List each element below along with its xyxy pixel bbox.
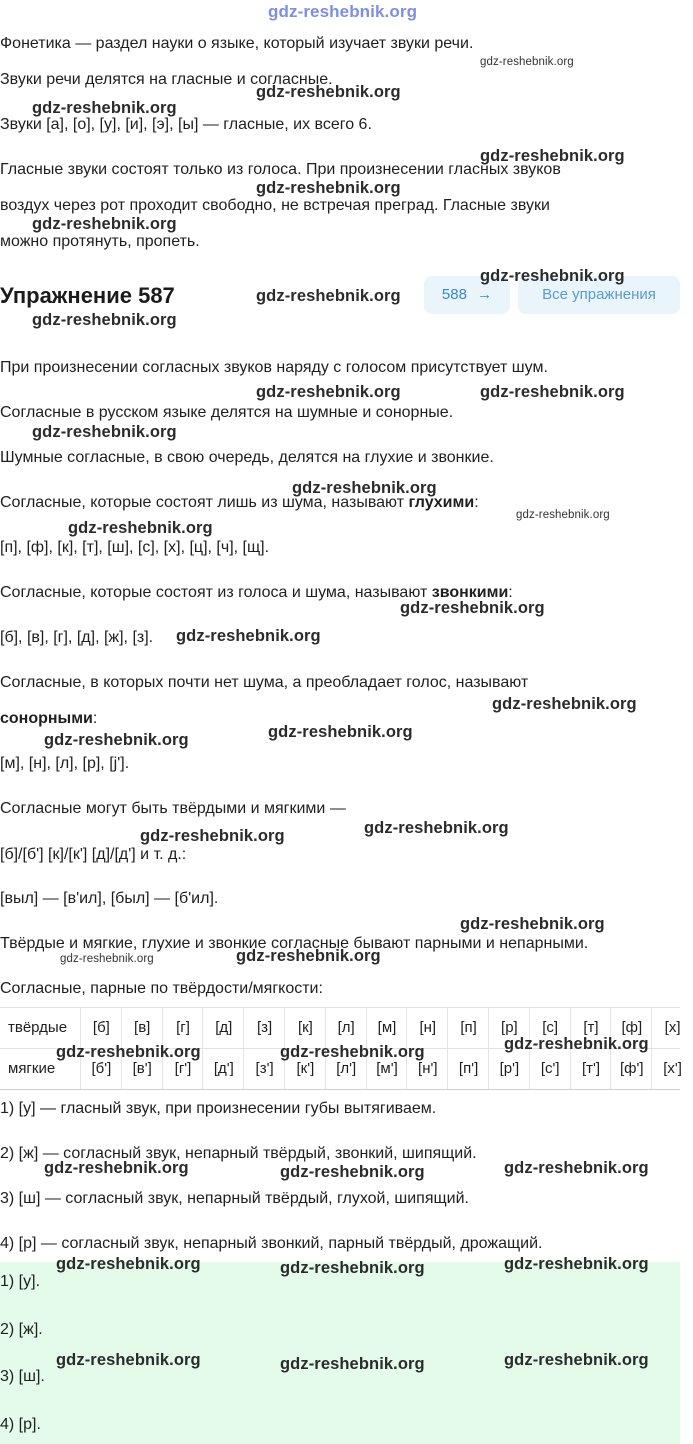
sound-list: [п], [ф], [к], [т], [ш], [с], [х], [ц], [ч], [щ]. (0, 539, 270, 556)
arrow-right-icon: → (477, 286, 493, 303)
sound-list: [выл] — [в'ил], [был] — [б'ил]. (0, 890, 219, 907)
watermark: gdz-reshebnik.org (280, 1355, 425, 1373)
consonant-text: Согласные, парные по твёрдости/мягкости: (0, 980, 323, 997)
watermark: gdz-reshebnik.org (504, 1035, 649, 1053)
text-fragment: : (92, 710, 98, 727)
watermark: gdz-reshebnik.org (68, 519, 213, 537)
table-cell: [л'] (325, 1049, 367, 1089)
watermark: gdz-reshebnik.org (32, 423, 177, 441)
answer-explanation: 4) [р] — согласный звук, непарный звонкий, парный твёрдый, дрожащий. (0, 1235, 543, 1252)
table-cell: [в'] (121, 1049, 163, 1089)
term-voiced: звонкими (431, 584, 509, 601)
table-cell: [к] (284, 1008, 326, 1048)
table-cell: [м'] (366, 1049, 408, 1089)
theory-text: можно протянуть, пропеть. (0, 233, 200, 250)
theory-text: Гласные звуки состоят только из голоса. При произнесении гласных звуков (0, 161, 561, 178)
watermark: gdz-reshebnik.org (268, 2, 418, 21)
row-label: твёрдые (8, 1019, 68, 1036)
table-cell: [д] (202, 1008, 244, 1048)
watermark: gdz-reshebnik.org (400, 599, 545, 617)
table-cell: [в] (121, 1008, 163, 1048)
table-cell: [н] (406, 1008, 448, 1048)
theory-text: Фонетика — раздел науки о языке, который изучает звуки речи. (0, 35, 474, 52)
consonant-text: Шумные согласные, в свою очередь, делятся на глухие и звонкие. (0, 449, 494, 466)
consonant-text: Согласные, в которых почти нет шума, а преобладает голос, называют (0, 674, 529, 691)
consonant-text: Согласные в русском языке делятся на шумные и сонорные. (0, 404, 454, 421)
all-exercises-button[interactable]: Все упражнения (518, 276, 680, 314)
watermark: gdz-reshebnik.org (364, 819, 509, 837)
table-cell: [р'] (488, 1049, 530, 1089)
watermark: gdz-reshebnik.org (32, 311, 177, 329)
next-exercise-label: 588 (441, 286, 467, 303)
text-fragment: Согласные, которые состоят из голоса и шума, называют (0, 584, 432, 601)
sound-list: [м], [н], [л], [р], [j']. (0, 755, 130, 772)
text-fragment: Согласные, которые состоят лишь из шума, называют (0, 494, 409, 511)
table-cell: [ф'] (610, 1049, 652, 1089)
watermark: gdz-reshebnik.org (44, 731, 189, 749)
watermark: gdz-reshebnik.org (32, 215, 177, 233)
watermark: gdz-reshebnik.org (56, 1351, 201, 1369)
watermark: gdz-reshebnik.org (480, 267, 625, 285)
table-cell: [п] (447, 1008, 489, 1048)
table-cell: [л] (325, 1008, 367, 1048)
answer-explanation: 1) [у] — гласный звук, при произнесении губы вытягиваем. (0, 1100, 437, 1117)
watermark: gdz-reshebnik.org (504, 1255, 649, 1273)
watermark: gdz-reshebnik.org (504, 1159, 649, 1177)
table-cell: [р] (488, 1008, 530, 1048)
theory-text: Звуки [а], [о], [у], [и], [э], [ы] — гласные, их всего 6. (0, 116, 372, 133)
consonant-text: Твёрдые и мягкие, глухие и звонкие согласные бывают парными и непарными. (0, 935, 589, 952)
table-cell: [х] (651, 1008, 693, 1048)
watermark: gdz-reshebnik.org (236, 947, 381, 965)
watermark: gdz-reshebnik.org (268, 723, 413, 741)
watermark: gdz-reshebnik.org (460, 915, 605, 933)
table-cell: [х'] (651, 1049, 693, 1089)
watermark: gdz-reshebnik.org (60, 953, 154, 965)
table-cell: [т] (570, 1008, 612, 1048)
table-cell: [з] (243, 1008, 285, 1048)
watermark: gdz-reshebnik.org (504, 1351, 649, 1369)
watermark: gdz-reshebnik.org (176, 627, 321, 645)
watermark: gdz-reshebnik.org (480, 56, 574, 68)
theory-text: Звуки речи делятся на гласные и согласные. (0, 71, 333, 88)
answer-explanation: 2) [ж] — согласный звук, непарный твёрдый, звонкий, шипящий. (0, 1145, 477, 1162)
text-fragment: : (474, 494, 479, 511)
answer-item: 2) [ж]. (0, 1321, 43, 1338)
table-cell: [т'] (570, 1049, 612, 1089)
answer-item: 1) [у]. (0, 1273, 41, 1290)
watermark: gdz-reshebnik.org (56, 1255, 201, 1273)
watermark: gdz-reshebnik.org (256, 83, 401, 101)
watermark: gdz-reshebnik.org (280, 1163, 425, 1181)
table-cell: [г'] (162, 1049, 204, 1089)
watermark: gdz-reshebnik.org (516, 509, 610, 521)
sound-list: [б]/[б'] [к]/[к'] [д]/[д'] и т. д.: (0, 846, 187, 863)
answer-item: 4) [р]. (0, 1416, 41, 1433)
table-cell: [з'] (243, 1049, 285, 1089)
table-cell: [п'] (447, 1049, 489, 1089)
table-cell: [к'] (284, 1049, 326, 1089)
watermark: gdz-reshebnik.org (44, 1159, 189, 1177)
consonant-text (0, 709, 97, 729)
watermark: gdz-reshebnik.org (480, 147, 625, 165)
watermark: gdz-reshebnik.org (256, 383, 401, 401)
table-cell: [б] (80, 1008, 122, 1048)
consonant-text: Согласные могут быть твёрдыми и мягкими — (0, 800, 346, 817)
watermark: gdz-reshebnik.org (256, 287, 401, 305)
table-cell: [с'] (529, 1049, 571, 1089)
watermark: gdz-reshebnik.org (480, 383, 625, 401)
term-voiceless: глухими (408, 494, 475, 511)
page-title: Упражнение 587 (0, 283, 175, 308)
watermark: gdz-reshebnik.org (280, 1043, 425, 1061)
table-cell: [с] (529, 1008, 571, 1048)
table-cell: [г] (162, 1008, 204, 1048)
sound-list: [б], [в], [г], [д], [ж], [з]. (0, 629, 154, 646)
table-cell: [н'] (406, 1049, 448, 1089)
table-cell: [ф] (610, 1008, 652, 1048)
watermark: gdz-reshebnik.org (292, 479, 437, 497)
table-cell: [б'] (80, 1049, 122, 1089)
answer-item: 3) [ш]. (0, 1368, 45, 1385)
theory-text: воздух через рот проходит свободно, не встречая преград. Гласные звуки (0, 197, 550, 214)
watermark: gdz-reshebnik.org (492, 695, 637, 713)
term-sonorant: сонорными (0, 710, 93, 727)
consonant-text: При произнесении согласных звуков наряду с голосом присутствует шум. (0, 359, 548, 376)
watermark: gdz-reshebnik.org (32, 99, 177, 117)
table-cell: [м] (366, 1008, 408, 1048)
watermark: gdz-reshebnik.org (280, 1259, 425, 1277)
answer-explanation: 3) [ш] — согласный звук, непарный твёрдый, глухой, шипящий. (0, 1190, 469, 1207)
text-fragment: : (508, 584, 513, 601)
table-cell: [д'] (202, 1049, 244, 1089)
watermark: gdz-reshebnik.org (140, 827, 285, 845)
watermark: gdz-reshebnik.org (56, 1043, 201, 1061)
row-label: мягкие (8, 1060, 56, 1077)
watermark: gdz-reshebnik.org (256, 179, 401, 197)
